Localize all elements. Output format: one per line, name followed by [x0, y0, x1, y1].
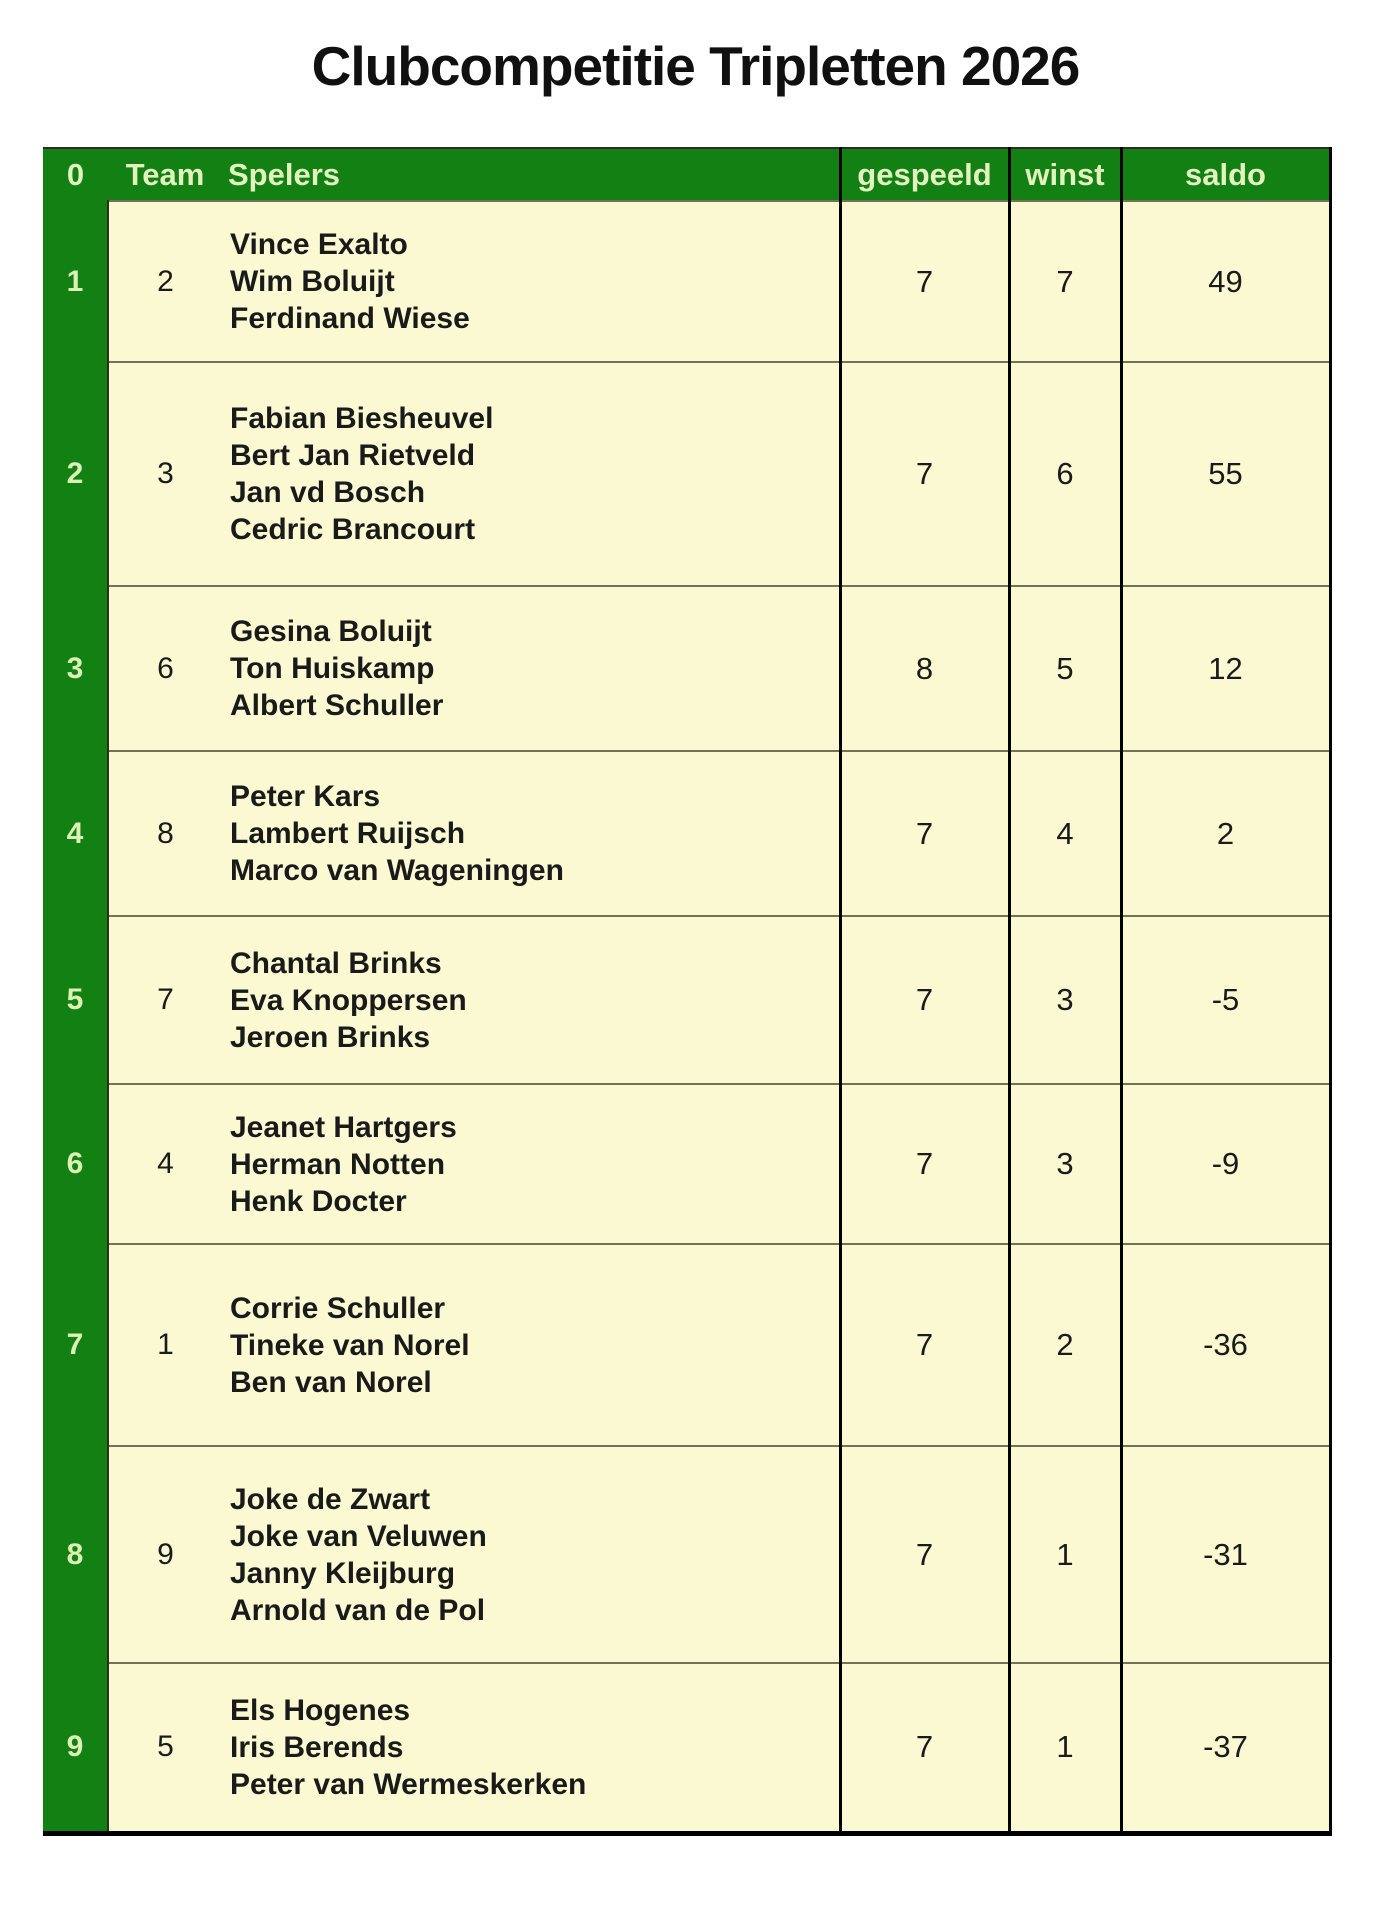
page-title: Clubcompetitie Tripletten 2026 — [311, 35, 1080, 97]
header-winst: winst — [1009, 148, 1121, 201]
gespeeld-cell: 7 — [840, 751, 1009, 916]
table-row — [43, 362, 1330, 586]
saldo-cell: 55 — [1121, 362, 1330, 586]
gespeeld-cell: 7 — [840, 201, 1009, 362]
player-name: Henk Docter — [230, 1184, 407, 1218]
winst-cell: 3 — [1009, 1084, 1121, 1244]
winst-cell: 3 — [1009, 916, 1121, 1084]
rank-cell: 1 — [43, 201, 108, 362]
rank-cell: 4 — [43, 751, 108, 916]
team-number-cell: 1 — [108, 1244, 222, 1446]
gespeeld-cell: 7 — [840, 1084, 1009, 1244]
gespeeld-cell: 7 — [840, 362, 1009, 586]
players-cell — [222, 362, 840, 586]
standings-table — [43, 147, 1332, 1836]
header-team: Team — [108, 148, 222, 201]
rank-cell: 7 — [43, 1244, 108, 1446]
saldo-cell: -5 — [1121, 916, 1330, 1084]
table-row — [43, 1446, 1330, 1663]
header-gespeeld: gespeeld — [840, 148, 1009, 201]
player-name: Ferdinand Wiese — [230, 302, 470, 335]
player-name: Gesina Boluijt — [230, 615, 432, 648]
table-row — [43, 1084, 1330, 1244]
player-name: Ben van Norel — [230, 1365, 432, 1399]
gespeeld-cell: 7 — [840, 1244, 1009, 1446]
player-name: Lambert Ruijsch — [230, 817, 466, 850]
winst-cell: 1 — [1009, 1446, 1121, 1663]
saldo-cell: -37 — [1121, 1663, 1330, 1833]
player-name: Jeanet Hartgers — [230, 1110, 457, 1144]
rank-cell: 3 — [43, 586, 108, 751]
player-name: Marco van Wageningen — [230, 854, 564, 887]
rank-cell: 5 — [43, 916, 108, 1084]
gespeeld-cell: 8 — [840, 586, 1009, 751]
players-cell — [222, 1446, 840, 1663]
table-row — [43, 1244, 1330, 1446]
saldo-cell: -9 — [1121, 1084, 1330, 1244]
player-name: Jan vd Bosch — [230, 476, 426, 509]
header-saldo: saldo — [1121, 148, 1330, 201]
player-name: Els Hogenes — [230, 1693, 411, 1727]
player-name: Herman Notten — [230, 1147, 446, 1181]
rank-cell: 6 — [43, 1084, 108, 1244]
table-row — [43, 201, 1330, 362]
saldo-cell: -36 — [1121, 1244, 1330, 1446]
table-row — [43, 1663, 1330, 1833]
player-name: Iris Berends — [230, 1730, 404, 1764]
player-name: Jeroen Brinks — [230, 1020, 431, 1054]
header-spelers: Spelers — [222, 148, 840, 201]
saldo-cell: 12 — [1121, 586, 1330, 751]
player-name: Eva Knoppersen — [230, 983, 467, 1017]
player-name: Joke de Zwart — [230, 1482, 431, 1516]
player-name: Janny Kleijburg — [230, 1556, 456, 1590]
winst-cell: 7 — [1009, 201, 1121, 362]
saldo-cell: 2 — [1121, 751, 1330, 916]
player-name: Bert Jan Rietveld — [230, 439, 476, 472]
saldo-cell: -31 — [1121, 1446, 1330, 1663]
player-name: Chantal Brinks — [230, 946, 442, 980]
player-name: Peter Kars — [230, 780, 381, 813]
team-number-cell: 9 — [108, 1446, 222, 1663]
winst-cell: 4 — [1009, 751, 1121, 916]
player-name: Joke van Veluwen — [230, 1519, 487, 1553]
team-number-cell: 3 — [108, 362, 222, 586]
players-cell — [222, 201, 840, 362]
player-name: Ton Huiskamp — [230, 652, 435, 685]
rank-cell: 2 — [43, 362, 108, 586]
gespeeld-cell: 7 — [840, 916, 1009, 1084]
players-cell — [222, 1244, 840, 1446]
rank-cell: 8 — [43, 1446, 108, 1663]
table-body — [43, 201, 1330, 1833]
team-number-cell: 7 — [108, 916, 222, 1084]
gespeeld-cell: 7 — [840, 1446, 1009, 1663]
players-cell — [222, 916, 840, 1084]
team-number-cell: 5 — [108, 1663, 222, 1833]
saldo-cell: 49 — [1121, 201, 1330, 362]
winst-cell: 1 — [1009, 1663, 1121, 1833]
rank-cell: 9 — [43, 1663, 108, 1833]
team-number-cell: 8 — [108, 751, 222, 916]
player-name: Arnold van de Pol — [230, 1593, 486, 1627]
table-row — [43, 751, 1330, 916]
team-number-cell: 6 — [108, 586, 222, 751]
team-number-cell: 4 — [108, 1084, 222, 1244]
header-rank: 0 — [43, 148, 108, 201]
players-cell — [222, 1663, 840, 1833]
player-name: Vince Exalto — [230, 228, 408, 261]
winst-cell: 2 — [1009, 1244, 1121, 1446]
winst-cell: 5 — [1009, 586, 1121, 751]
players-cell — [222, 1084, 840, 1244]
player-name: Peter van Wermeskerken — [230, 1767, 587, 1801]
players-cell — [222, 586, 840, 751]
player-name: Corrie Schuller — [230, 1291, 446, 1325]
table-row — [43, 916, 1330, 1084]
player-name: Albert Schuller — [230, 689, 444, 722]
team-number-cell: 2 — [108, 201, 222, 362]
player-name: Tineke van Norel — [230, 1328, 470, 1362]
page — [0, 36, 1391, 1931]
header-row — [43, 148, 1330, 201]
gespeeld-cell: 7 — [840, 1663, 1009, 1833]
player-name: Cedric Brancourt — [230, 513, 476, 546]
winst-cell: 6 — [1009, 362, 1121, 586]
table-row — [43, 586, 1330, 751]
player-name: Fabian Biesheuvel — [230, 402, 494, 435]
player-name: Wim Boluijt — [230, 265, 395, 298]
players-cell — [222, 751, 840, 916]
